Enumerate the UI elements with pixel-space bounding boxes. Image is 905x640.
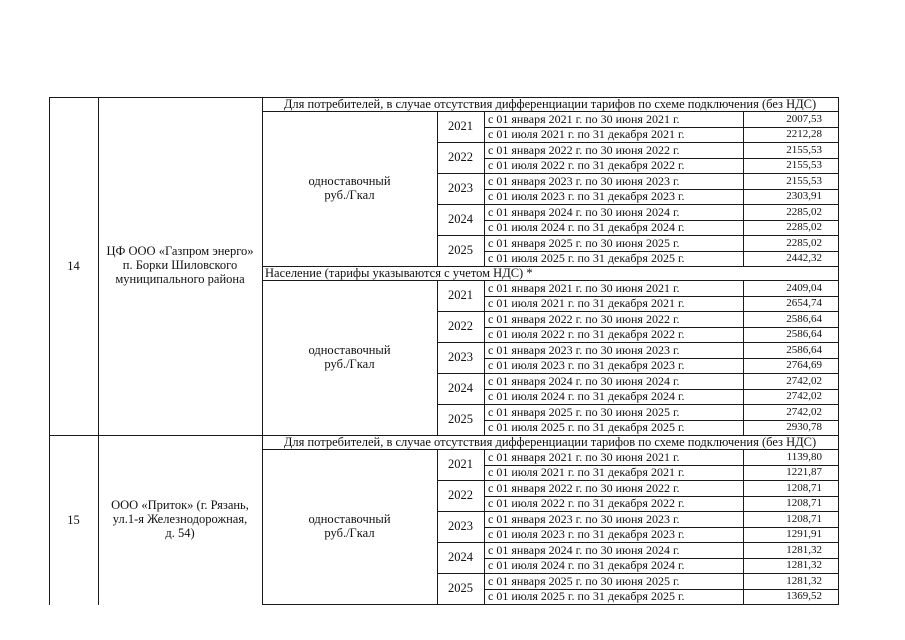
tariff-unit-label: руб./Гкал: [324, 187, 375, 202]
tariff-value: 1208,71: [786, 481, 822, 494]
column-rule: [437, 280, 438, 435]
column-rule: [743, 449, 744, 604]
section-header: Население (тарифы указываются с учетом НДС) *: [265, 266, 533, 280]
period-label: с 01 июля 2021 г. по 31 декабря 2021 г.: [488, 465, 685, 479]
table-right-rule: [838, 97, 839, 436]
year-label: 2025: [448, 242, 473, 257]
entry-number: 15: [67, 512, 80, 527]
tariff-value: 2285,02: [786, 236, 822, 249]
period-label: с 01 июля 2021 г. по 31 декабря 2021 г.: [488, 296, 685, 310]
period-label: с 01 января 2022 г. по 30 июня 2022 г.: [488, 311, 680, 326]
tariff-value: 2007,53: [786, 112, 822, 125]
tariff-value: 2155,53: [786, 143, 822, 156]
year-label: 2025: [448, 411, 473, 426]
period-label: с 01 июля 2023 г. по 31 декабря 2023 г.: [488, 189, 685, 203]
tariff-value: 1208,71: [786, 512, 822, 525]
year-label: 2021: [448, 118, 473, 133]
tariff-value: 1281,32: [786, 574, 822, 587]
period-label: с 01 июля 2025 г. по 31 декабря 2025 г.: [488, 589, 685, 603]
tariff-value: 1281,32: [786, 543, 822, 556]
tariff-value: 2742,02: [786, 390, 822, 402]
period-label: с 01 января 2025 г. по 30 июня 2025 г.: [488, 573, 680, 588]
tariff-value: 2285,02: [786, 205, 822, 218]
period-label: с 01 июля 2022 г. по 31 декабря 2022 г.: [488, 158, 685, 172]
tariff-value: 1208,71: [786, 497, 822, 509]
column-rule: [437, 449, 438, 604]
column-rule: [484, 111, 485, 266]
organization-name: п. Борки Шиловского: [122, 258, 238, 272]
period-label: с 01 января 2022 г. по 30 июня 2022 г.: [488, 480, 680, 495]
period-label: с 01 июля 2023 г. по 31 декабря 2023 г.: [488, 527, 685, 541]
period-label: с 01 января 2024 г. по 30 июня 2024 г.: [488, 542, 680, 557]
period-label: с 01 января 2024 г. по 30 июня 2024 г.: [488, 373, 680, 388]
column-rule: [484, 280, 485, 435]
organization-name: ООО «Приток» (г. Рязань,: [111, 497, 249, 512]
year-label: 2022: [448, 318, 473, 333]
column-rule: [743, 280, 744, 435]
tariff-value: 2930,78: [786, 421, 822, 433]
tariff-value: 1291,91: [786, 528, 822, 540]
period-label: с 01 января 2021 г. по 30 июня 2021 г.: [488, 111, 680, 126]
year-label: 2021: [448, 287, 473, 302]
organization-name: ЦФ ООО «Газпром энерго»: [106, 244, 254, 258]
entry-number: 14: [67, 259, 80, 273]
period-label: с 01 июля 2025 г. по 31 декабря 2025 г.: [488, 251, 685, 265]
section-header: Для потребителей, в случае отсутствия дифференциации тарифов по схеме подключения (без НДС): [283, 435, 817, 449]
column-rule: [437, 111, 438, 266]
tariff-value: 2654,74: [786, 297, 822, 309]
period-label: с 01 июля 2022 г. по 31 декабря 2022 г.: [488, 327, 685, 341]
year-label: 2022: [448, 487, 473, 502]
period-label: с 01 июля 2025 г. по 31 декабря 2025 г.: [488, 420, 685, 434]
table-right-rule: [838, 435, 839, 605]
section-bottom-rule: [262, 604, 839, 605]
year-label: 2024: [448, 549, 473, 564]
tariff-value: 2285,02: [786, 221, 822, 233]
year-label: 2023: [448, 180, 473, 195]
tariff-value: 2742,02: [786, 374, 822, 387]
tariff-value: 2742,02: [786, 405, 822, 418]
period-label: с 01 июля 2024 г. по 31 декабря 2024 г.: [488, 558, 685, 572]
tariff-value: 1139,80: [786, 450, 822, 463]
period-label: с 01 января 2025 г. по 30 июня 2025 г.: [488, 404, 680, 419]
period-label: с 01 января 2021 г. по 30 июня 2021 г.: [488, 449, 680, 464]
organization-name: д. 54): [165, 525, 195, 540]
period-label: с 01 января 2024 г. по 30 июня 2024 г.: [488, 204, 680, 219]
tariff-value: 1281,32: [786, 559, 822, 571]
tariff-value: 2586,64: [786, 343, 822, 356]
column-rule: [262, 435, 263, 605]
tariff-unit-label: руб./Гкал: [324, 525, 375, 540]
period-label: с 01 января 2022 г. по 30 июня 2022 г.: [488, 142, 680, 157]
period-label: с 01 января 2023 г. по 30 июня 2023 г.: [488, 342, 680, 357]
tariff-value: 1221,87: [786, 466, 822, 478]
column-rule: [98, 435, 99, 605]
year-label: 2021: [448, 456, 473, 471]
period-label: с 01 июля 2022 г. по 31 декабря 2022 г.: [488, 496, 685, 510]
tariff-type-label: одноставочный: [308, 342, 391, 357]
tariff-value: 2586,64: [786, 312, 822, 325]
organization-name: ул.1-я Железнодорожная,: [112, 511, 248, 526]
year-label: 2024: [448, 380, 473, 395]
period-label: с 01 января 2023 г. по 30 июня 2023 г.: [488, 173, 680, 188]
period-label: с 01 июля 2021 г. по 31 декабря 2021 г.: [488, 127, 685, 141]
period-label: с 01 июля 2024 г. по 31 декабря 2024 г.: [488, 220, 685, 234]
year-label: 2025: [448, 580, 473, 595]
tariff-value: 2586,64: [786, 328, 822, 340]
section-header: Для потребителей, в случае отсутствия дифференциации тарифов по схеме подключения (без НДС): [283, 97, 817, 111]
tariff-value: 2155,53: [786, 174, 822, 187]
column-rule: [262, 97, 263, 436]
period-label: с 01 января 2021 г. по 30 июня 2021 г.: [488, 280, 680, 295]
organization-name: муниципального района: [115, 272, 245, 286]
tariff-type-label: одноставочный: [308, 173, 391, 188]
year-label: 2023: [448, 349, 473, 364]
tariff-unit-label: руб./Гкал: [324, 356, 375, 371]
tariff-value: 2764,69: [786, 359, 822, 371]
period-label: с 01 июля 2024 г. по 31 декабря 2024 г.: [488, 389, 685, 403]
tariff-type-label: одноставочный: [308, 511, 391, 526]
year-label: 2023: [448, 518, 473, 533]
year-label: 2024: [448, 211, 473, 226]
tariff-value: 1369,52: [786, 590, 822, 602]
tariff-value: 2212,28: [786, 128, 822, 140]
year-label: 2022: [448, 149, 473, 164]
tariff-value: 2155,53: [786, 159, 822, 171]
column-rule: [98, 97, 99, 436]
period-label: с 01 июля 2023 г. по 31 декабря 2023 г.: [488, 358, 685, 372]
column-rule: [743, 111, 744, 266]
tariff-value: 2442,32: [786, 252, 822, 264]
column-rule: [484, 449, 485, 604]
tariff-value: 2409,04: [786, 281, 822, 294]
tariff-value: 2303,91: [786, 190, 822, 202]
period-label: с 01 января 2023 г. по 30 июня 2023 г.: [488, 511, 680, 526]
period-label: с 01 января 2025 г. по 30 июня 2025 г.: [488, 235, 680, 250]
